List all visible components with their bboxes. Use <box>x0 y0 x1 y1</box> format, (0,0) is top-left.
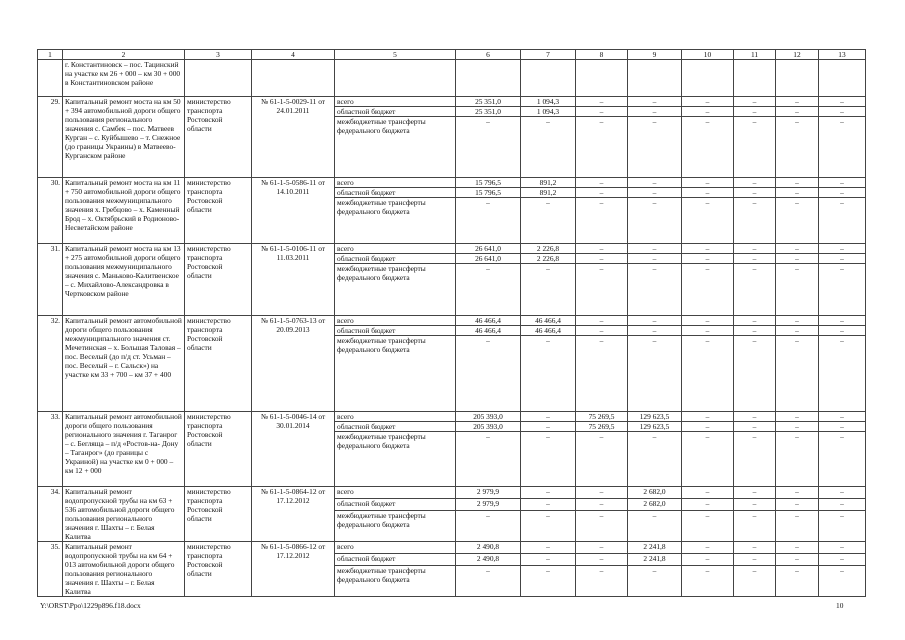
value-cell: 891,2 <box>521 178 576 188</box>
value-cell: – <box>576 107 628 117</box>
value-cell: – <box>456 511 521 542</box>
object-name-cell: Капитальный ремонт автомобильной дороги общего пользования межмуниципального значения ст. Мечетинская – х. Большая Таловая – пос. Веселый (до п/д ст. Усьман – пос. Веселый – г. Сальск») на участке км 33 + 700 – км 37 + 400 <box>63 316 185 412</box>
value-cell <box>456 60 521 97</box>
value-cell: – <box>576 499 628 511</box>
value-cell: – <box>819 107 866 117</box>
org-cell: министерство транспорта Ростовской области <box>185 178 252 244</box>
value-cell: – <box>576 511 628 542</box>
source-cell: межбюджетные трансферты федерального бюджета <box>335 264 456 316</box>
value-cell: – <box>682 511 734 542</box>
object-name-cell: Капитальный ремонт моста на км 50 + 394 автомобильной дороги общего пользования регионального значения с. Самбек – пос. Матвеев Курган – с. Куйбышево – т. Снежное (до границы Украины) в Матвеево- Курганском районе <box>63 97 185 178</box>
value-cell: – <box>628 336 682 412</box>
value-cell: 2 226,8 <box>521 254 576 264</box>
source-cell: областной бюджет <box>335 326 456 336</box>
value-cell: – <box>521 264 576 316</box>
value-cell: – <box>682 487 734 499</box>
value-cell: – <box>776 432 819 487</box>
value-cell: – <box>734 432 776 487</box>
value-cell: 2 241,8 <box>628 554 682 566</box>
doc-cell: № 61-1-5-0046-14 от 30.01.2014 <box>252 412 335 487</box>
org-cell: министерство транспорта Ростовской области <box>185 412 252 487</box>
value-cell: – <box>576 542 628 554</box>
value-cell: 46 466,4 <box>456 326 521 336</box>
value-cell: – <box>521 542 576 554</box>
value-cell: – <box>628 117 682 178</box>
value-cell: – <box>776 198 819 244</box>
value-cell: – <box>628 511 682 542</box>
value-cell: – <box>521 336 576 412</box>
value-cell: – <box>576 554 628 566</box>
value-cell <box>734 60 776 97</box>
source-cell: межбюджетные трансферты федерального бюджета <box>335 566 456 597</box>
value-cell: – <box>776 316 819 326</box>
doc-cell: № 61-1-5-0029-11 от 24.01.2011 <box>252 97 335 178</box>
value-cell: 2 979,9 <box>456 499 521 511</box>
value-cell: – <box>682 264 734 316</box>
value-cell: – <box>576 487 628 499</box>
value-cell <box>682 60 734 97</box>
value-cell: – <box>776 326 819 336</box>
value-cell: – <box>576 336 628 412</box>
source-cell: межбюджетные трансферты федерального бюджета <box>335 117 456 178</box>
value-cell: – <box>819 487 866 499</box>
value-cell: – <box>628 178 682 188</box>
source-cell: межбюджетные трансферты федерального бюджета <box>335 432 456 487</box>
source-cell: всего <box>335 178 456 188</box>
value-cell: – <box>628 188 682 198</box>
value-cell: – <box>819 432 866 487</box>
doc-cell <box>252 60 335 97</box>
value-cell: – <box>776 422 819 432</box>
value-cell: – <box>456 264 521 316</box>
value-cell: – <box>734 326 776 336</box>
value-cell: – <box>819 422 866 432</box>
header-cell: 11 <box>734 50 776 60</box>
value-cell: – <box>521 499 576 511</box>
doc-cell: № 61-1-5-0586-11 от 14.10.2011 <box>252 178 335 244</box>
value-cell: – <box>576 244 628 254</box>
value-cell: – <box>576 254 628 264</box>
value-cell: – <box>734 554 776 566</box>
value-cell: – <box>521 422 576 432</box>
source-cell: областной бюджет <box>335 499 456 511</box>
value-cell <box>776 60 819 97</box>
value-cell: 26 641,0 <box>456 254 521 264</box>
value-cell <box>819 60 866 97</box>
value-cell: – <box>682 326 734 336</box>
row-number-cell: 29. <box>38 97 63 178</box>
table-row <box>38 97 866 107</box>
value-cell: – <box>819 244 866 254</box>
value-cell: – <box>819 198 866 244</box>
value-cell: – <box>734 316 776 326</box>
value-cell: – <box>776 244 819 254</box>
value-cell: – <box>576 97 628 107</box>
value-cell: – <box>819 264 866 316</box>
header-cell: 10 <box>682 50 734 60</box>
value-cell: – <box>521 487 576 499</box>
value-cell: – <box>576 316 628 326</box>
value-cell: – <box>734 487 776 499</box>
object-name-cell: Капитальный ремонт автомобильной дороги общего пользования регионального значения г. Таганрог – с. Бегляща – п/д «Ростов-на- Дону – Таганрог» (до границы с Украиной) на участке км 0 + 000 – км 12 + 000 <box>63 412 185 487</box>
value-cell: – <box>628 326 682 336</box>
value-cell: 15 796,5 <box>456 188 521 198</box>
table-row <box>38 316 866 326</box>
source-cell <box>335 60 456 97</box>
value-cell: – <box>734 264 776 316</box>
header-cell: 7 <box>521 50 576 60</box>
value-cell: 75 269,5 <box>576 422 628 432</box>
table-row <box>38 487 866 499</box>
table-row <box>38 412 866 422</box>
value-cell: – <box>628 244 682 254</box>
value-cell: 205 393,0 <box>456 422 521 432</box>
value-cell: 2 490,8 <box>456 542 521 554</box>
value-cell: – <box>734 198 776 244</box>
row-number-cell: 35. <box>38 542 63 597</box>
value-cell: – <box>682 316 734 326</box>
value-cell: – <box>819 254 866 264</box>
value-cell: – <box>682 412 734 422</box>
org-cell <box>185 60 252 97</box>
header-cell: 8 <box>576 50 628 60</box>
value-cell: – <box>819 336 866 412</box>
header-cell: 4 <box>252 50 335 60</box>
object-name-cell: Капитальный ремонт моста на км 11 + 750 автомобильной дороги общего пользования межмуниципального значения х. Гребцово – х. Каменный Брод – х. Октябрьский в Родионово- Несветайском районе <box>63 178 185 244</box>
value-cell: – <box>819 97 866 107</box>
value-cell: – <box>734 117 776 178</box>
row-number-cell <box>38 60 63 97</box>
value-cell: – <box>456 117 521 178</box>
source-cell: всего <box>335 542 456 554</box>
value-cell: – <box>776 554 819 566</box>
value-cell: – <box>576 198 628 244</box>
value-cell: 2 241,8 <box>628 542 682 554</box>
value-cell: – <box>576 326 628 336</box>
value-cell: – <box>682 178 734 188</box>
source-cell: областной бюджет <box>335 422 456 432</box>
value-cell: – <box>682 422 734 432</box>
value-cell: – <box>776 336 819 412</box>
value-cell: – <box>628 316 682 326</box>
table-row <box>38 178 866 188</box>
value-cell: 75 269,5 <box>576 412 628 422</box>
value-cell: 129 623,5 <box>628 412 682 422</box>
value-cell: – <box>682 499 734 511</box>
value-cell: – <box>734 254 776 264</box>
value-cell: 26 641,0 <box>456 244 521 254</box>
value-cell: – <box>776 566 819 597</box>
source-cell: всего <box>335 487 456 499</box>
value-cell: – <box>776 542 819 554</box>
value-cell: 46 466,4 <box>456 316 521 326</box>
value-cell: – <box>734 97 776 107</box>
value-cell: – <box>576 117 628 178</box>
value-cell: – <box>734 511 776 542</box>
value-cell: – <box>521 432 576 487</box>
header-cell: 2 <box>63 50 185 60</box>
row-number-cell: 34. <box>38 487 63 542</box>
object-name-cell: Капитальный ремонт моста на км 13 + 275 автомобильной дороги общего пользования межмуниципального значения с. Маньково-Калитвенское – с. Михайлово-Александровка в Чертковском районе <box>63 244 185 316</box>
value-cell: – <box>819 178 866 188</box>
source-cell: межбюджетные трансферты федерального бюджета <box>335 336 456 412</box>
budget-table <box>37 49 866 597</box>
value-cell: 2 226,8 <box>521 244 576 254</box>
value-cell: – <box>682 336 734 412</box>
value-cell: – <box>576 264 628 316</box>
value-cell: – <box>776 107 819 117</box>
source-cell: областной бюджет <box>335 254 456 264</box>
value-cell: – <box>819 412 866 422</box>
source-cell: всего <box>335 412 456 422</box>
value-cell: – <box>628 566 682 597</box>
header-cell: 3 <box>185 50 252 60</box>
value-cell: – <box>576 188 628 198</box>
object-name-cell: г. Константиновск – пос. Тацинский на участке км 26 + 000 – км 30 + 000 в Константиновском районе <box>63 60 185 97</box>
value-cell: – <box>521 117 576 178</box>
value-cell: – <box>734 188 776 198</box>
value-cell: 205 393,0 <box>456 412 521 422</box>
value-cell: – <box>819 554 866 566</box>
org-cell: министерство транспорта Ростовской области <box>185 316 252 412</box>
value-cell: – <box>776 178 819 188</box>
value-cell: – <box>576 432 628 487</box>
value-cell: – <box>628 432 682 487</box>
value-cell: – <box>456 432 521 487</box>
row-number-cell: 30. <box>38 178 63 244</box>
value-cell: – <box>682 432 734 487</box>
value-cell: – <box>819 117 866 178</box>
value-cell: – <box>628 107 682 117</box>
value-cell: 129 623,5 <box>628 422 682 432</box>
value-cell: – <box>628 198 682 244</box>
org-cell: министерство транспорта Ростовской области <box>185 487 252 542</box>
doc-cell: № 61-1-5-0864-12 от 17.12.2012 <box>252 487 335 542</box>
header-cell: 9 <box>628 50 682 60</box>
value-cell: – <box>734 412 776 422</box>
value-cell: 15 796,5 <box>456 178 521 188</box>
doc-cell: № 61-1-5-0106-11 от 11.03.2011 <box>252 244 335 316</box>
source-cell: областной бюджет <box>335 188 456 198</box>
value-cell: 2 682,0 <box>628 499 682 511</box>
value-cell: – <box>776 117 819 178</box>
value-cell: – <box>682 554 734 566</box>
value-cell: – <box>682 188 734 198</box>
value-cell: – <box>776 511 819 542</box>
value-cell: – <box>776 487 819 499</box>
value-cell: 1 094,3 <box>521 97 576 107</box>
value-cell <box>521 60 576 97</box>
file-path: Y:\ORST\Ppo\1229p896.f18.docx <box>40 601 141 610</box>
value-cell: – <box>819 499 866 511</box>
value-cell: 2 979,9 <box>456 487 521 499</box>
value-cell: 2 490,8 <box>456 554 521 566</box>
value-cell: 46 466,4 <box>521 326 576 336</box>
value-cell: – <box>628 264 682 316</box>
header-cell: 6 <box>456 50 521 60</box>
value-cell: – <box>521 511 576 542</box>
source-cell: всего <box>335 97 456 107</box>
value-cell: – <box>734 499 776 511</box>
doc-cell: № 61-1-5-0763-13 от 20.09.2013 <box>252 316 335 412</box>
value-cell: – <box>521 412 576 422</box>
table-row <box>38 244 866 254</box>
value-cell: – <box>819 511 866 542</box>
value-cell: – <box>576 566 628 597</box>
value-cell: – <box>682 198 734 244</box>
value-cell: – <box>521 554 576 566</box>
value-cell: – <box>776 188 819 198</box>
source-cell: межбюджетные трансферты федерального бюджета <box>335 198 456 244</box>
value-cell: – <box>776 254 819 264</box>
value-cell: – <box>682 542 734 554</box>
value-cell: – <box>456 566 521 597</box>
doc-cell: № 61-1-5-0866-12 от 17.12.2012 <box>252 542 335 597</box>
source-cell: областной бюджет <box>335 107 456 117</box>
value-cell: – <box>682 566 734 597</box>
value-cell: – <box>456 198 521 244</box>
value-cell: – <box>734 336 776 412</box>
value-cell: – <box>776 412 819 422</box>
source-cell: межбюджетные трансферты федерального бюджета <box>335 511 456 542</box>
org-cell: министерство транспорта Ростовской области <box>185 542 252 597</box>
value-cell: 2 682,0 <box>628 487 682 499</box>
row-number-cell: 33. <box>38 412 63 487</box>
value-cell: – <box>776 499 819 511</box>
value-cell: – <box>521 566 576 597</box>
value-cell: – <box>819 316 866 326</box>
value-cell <box>576 60 628 97</box>
page-number: 10 <box>836 601 844 610</box>
value-cell: – <box>819 542 866 554</box>
value-cell: – <box>682 97 734 107</box>
source-cell: всего <box>335 316 456 326</box>
value-cell: 1 094,3 <box>521 107 576 117</box>
value-cell: – <box>734 542 776 554</box>
value-cell: – <box>682 107 734 117</box>
value-cell: – <box>521 198 576 244</box>
value-cell: – <box>819 566 866 597</box>
header-row <box>38 50 866 60</box>
value-cell: 25 351,0 <box>456 107 521 117</box>
value-cell: 891,2 <box>521 188 576 198</box>
value-cell: – <box>734 566 776 597</box>
header-cell: 13 <box>819 50 866 60</box>
source-cell: всего <box>335 244 456 254</box>
table-row <box>38 542 866 554</box>
value-cell: – <box>819 326 866 336</box>
value-cell: – <box>576 178 628 188</box>
object-name-cell: Капитальный ремонт водопропускной трубы на км 63 + 536 автомобильной дороги общего пользования регионального значения г. Шахты – г. Белая Калитва <box>63 487 185 542</box>
value-cell: – <box>734 107 776 117</box>
org-cell: министерство транспорта Ростовской области <box>185 97 252 178</box>
value-cell: – <box>734 244 776 254</box>
value-cell: 25 351,0 <box>456 97 521 107</box>
value-cell <box>628 60 682 97</box>
value-cell: – <box>776 264 819 316</box>
value-cell: – <box>819 188 866 198</box>
value-cell: – <box>456 336 521 412</box>
org-cell: министерство транспорта Ростовской области <box>185 244 252 316</box>
value-cell: – <box>734 422 776 432</box>
value-cell: – <box>682 244 734 254</box>
value-cell: 46 466,4 <box>521 316 576 326</box>
row-number-cell: 31. <box>38 244 63 316</box>
header-cell: 12 <box>776 50 819 60</box>
value-cell: – <box>734 178 776 188</box>
row-number-cell: 32. <box>38 316 63 412</box>
value-cell: – <box>776 97 819 107</box>
value-cell: – <box>628 254 682 264</box>
value-cell: – <box>628 97 682 107</box>
continuation-row <box>38 60 866 97</box>
header-cell: 5 <box>335 50 456 60</box>
value-cell: – <box>682 117 734 178</box>
header-cell: 1 <box>38 50 63 60</box>
object-name-cell: Капитальный ремонт водопропускной трубы на км 64 + 013 автомобильной дороги общего пользования регионального значения г. Шахты – г. Белая Калитва <box>63 542 185 597</box>
source-cell: областной бюджет <box>335 554 456 566</box>
value-cell: – <box>682 254 734 264</box>
